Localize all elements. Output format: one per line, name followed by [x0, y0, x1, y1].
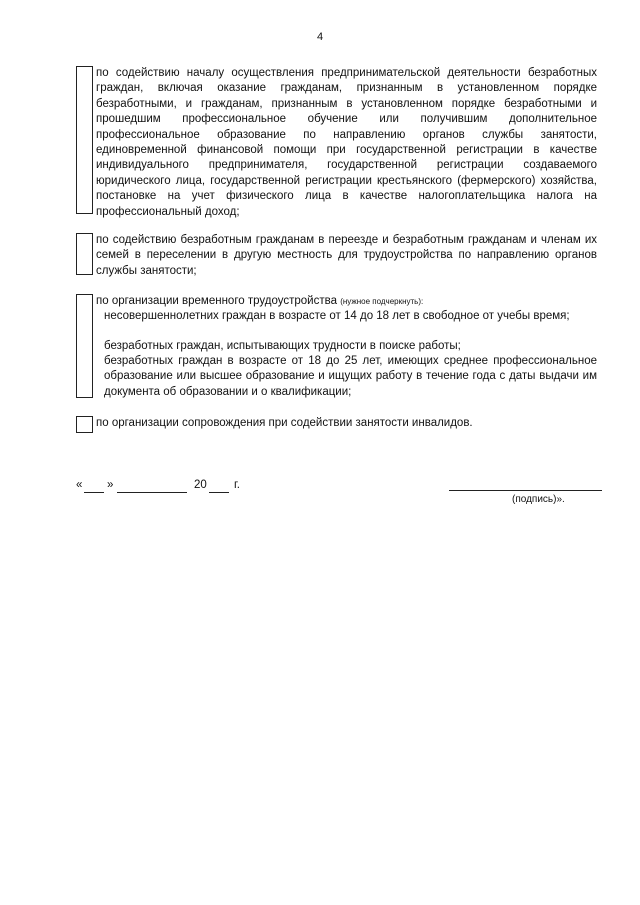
option-1-text: по содействию началу осуществления предпринимательской деятельности безработных граждан, включая оказание гражданам, признанным в установленном порядке безработными, и гражданам, признанным в установленном порядке безработными и прошедшим профессиональное обучение или получившим дополнительное профессиональное образование по направлению органов службы занятости, единовременной финансовой помощи при государственной регистрации в качестве индивидуального предпринимателя, государственной регистрации создаваемого юридического лица, государственной регистрации крестьянского (фермерского) хозяйства, постановке на учет физического лица в качестве налогоплательщика налога на профессиональный доход;	[96, 67, 597, 218]
year-suffix: г.	[234, 479, 240, 491]
option-3-heading	[96, 294, 597, 309]
option-3-subitem-3: безработных граждан в возрасте от 18 до 25 лет, имеющих среднее профессиональное образование или высшее образование и ищущих работу в течение года с даты выдачи им документа об образовании и о квалификации;	[104, 355, 597, 398]
day-field[interactable]	[84, 492, 104, 493]
month-field[interactable]	[117, 492, 187, 493]
year-prefix: 20	[194, 479, 207, 491]
date-open-quote: «	[76, 479, 83, 491]
option-2-text: по содействию безработным гражданам в переезде и безработным гражданам и членам их семей в переселении в другую местность для трудоустройства по направлению органов службы занятости;	[96, 234, 597, 277]
option-4-text: по организации сопровождения при содействии занятости инвалидов.	[96, 417, 473, 429]
option-3-checkbox[interactable]	[76, 294, 93, 398]
option-4-checkbox[interactable]	[76, 416, 93, 433]
option-3-subitem-2: безработных граждан, испытывающих трудности в поиске работы;	[104, 340, 461, 352]
option-2-checkbox[interactable]	[76, 233, 93, 275]
option-1-checkbox[interactable]	[76, 66, 93, 214]
page-number: 4	[316, 31, 324, 43]
option-3-text: по организации временного трудоустройства	[96, 295, 337, 307]
signature-field[interactable]	[449, 490, 602, 491]
year-field[interactable]	[209, 492, 229, 493]
option-3-subitem-1: несовершеннолетних граждан в возрасте от 14 до 18 лет в свободное от учебы время;	[104, 310, 570, 322]
signature-label: (подпись)».	[512, 494, 565, 505]
date-close-quote: »	[107, 479, 114, 491]
option-3-note: (нужное подчеркнуть):	[340, 297, 424, 306]
